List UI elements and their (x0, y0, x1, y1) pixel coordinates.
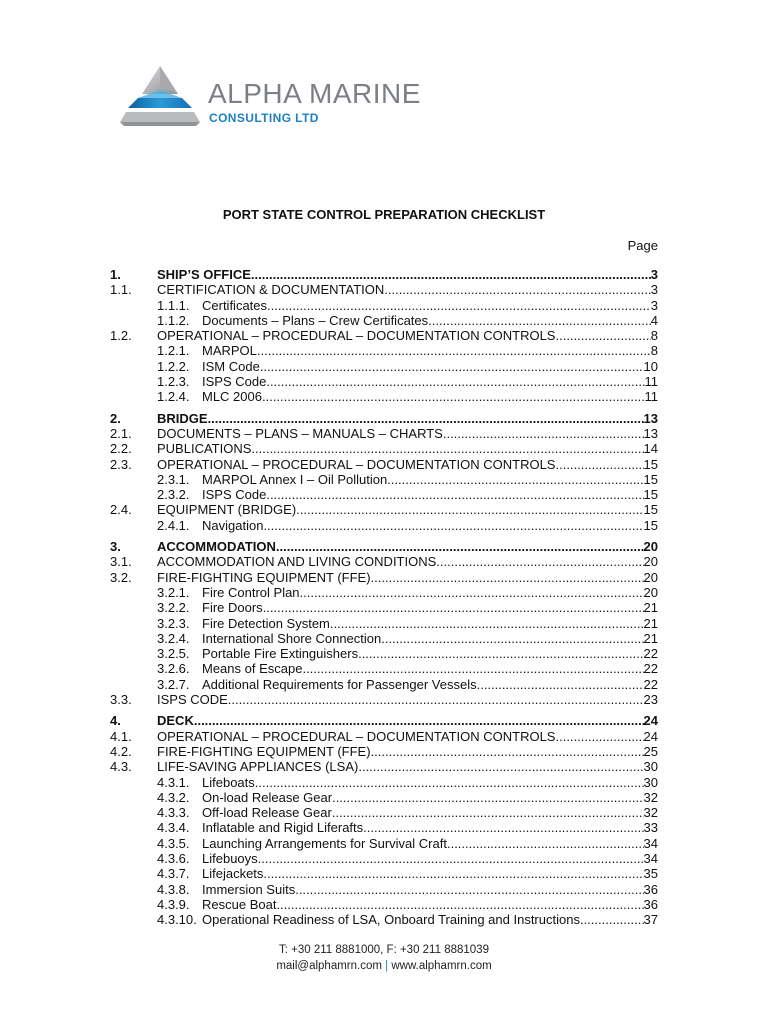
toc-entry[interactable] (110, 518, 658, 533)
toc-entry-page: 34 (643, 850, 658, 866)
toc-entry[interactable] (110, 539, 658, 554)
toc-entry-title: MARPOL Annex I – Oil Pollution (202, 471, 388, 487)
toc-entry-line (157, 441, 658, 456)
toc-entry-page: 33 (643, 820, 658, 836)
toc-entry-line (202, 343, 658, 358)
footer-email-link[interactable]: mail@alphamrn.com (276, 960, 382, 972)
dot-leader (384, 282, 651, 297)
dot-leader (263, 866, 643, 881)
toc-entry-title: OPERATIONAL – PROCEDURAL – DOCUMENTATION CONTROLS (157, 728, 556, 744)
dot-leader (330, 616, 644, 631)
toc-entry-line (202, 790, 658, 805)
toc-entry-number: 1.2.2. (157, 358, 190, 374)
page-column-header: Page (627, 238, 658, 253)
toc-entry-title: FIRE-FIGHTING EQUIPMENT (FFE) (157, 569, 371, 585)
toc-entry-title: ISPS Code (202, 487, 267, 503)
company-logo (118, 64, 448, 134)
toc-entry-line (157, 692, 658, 707)
toc-entry-page: 15 (643, 502, 658, 518)
toc-entry-number: 1. (110, 267, 121, 282)
toc-entry-number: 4. (110, 713, 121, 729)
toc-entry-page: 21 (643, 615, 658, 631)
toc-entry-title: Operational Readiness of LSA, Onboard Training and Instructions (202, 912, 580, 928)
toc-entry-page: 14 (643, 441, 658, 457)
toc-entry[interactable] (110, 585, 658, 600)
toc-entry-number: 4.3.3. (157, 805, 190, 821)
toc-entry-line (202, 359, 658, 374)
dot-leader (371, 744, 644, 759)
toc-entry[interactable] (110, 661, 658, 676)
dot-leader (208, 411, 644, 426)
toc-entry-page: 10 (643, 358, 658, 374)
toc-entry[interactable] (110, 744, 658, 759)
toc-entry-number: 4.3. (110, 759, 132, 775)
toc-entry[interactable] (110, 729, 658, 744)
toc-entry-number: 2.3.2. (157, 487, 190, 503)
toc-entry-title: ACCOMMODATION AND LIVING CONDITIONS (157, 554, 437, 570)
toc-entry-line (157, 554, 658, 569)
toc-entry-number: 4.3.6. (157, 850, 190, 866)
toc-entry[interactable] (110, 570, 658, 585)
toc-entry[interactable] (110, 502, 658, 517)
page-footer (0, 942, 768, 974)
toc-entry-line (202, 298, 658, 313)
toc-entry-number: 2.2. (110, 441, 132, 457)
toc-entry[interactable] (110, 457, 658, 472)
toc-entry-number: 4.3.8. (157, 881, 190, 897)
toc-entry-page: 8 (650, 328, 658, 344)
toc-entry-page: 34 (643, 835, 658, 851)
dot-leader (255, 775, 644, 790)
toc-entry-title: Launching Arrangements for Survival Craft (202, 835, 447, 851)
toc-entry-line (202, 487, 658, 502)
toc-entry-page: 3 (650, 297, 658, 313)
toc-entry-title: MLC 2006 (202, 389, 262, 405)
dot-leader (251, 267, 651, 282)
dot-leader (258, 851, 644, 866)
toc-entry-title: Off-load Release Gear (202, 805, 332, 821)
toc-entry-page: 30 (643, 759, 658, 775)
toc-entry-page: 11 (644, 389, 658, 405)
toc-entry-line (202, 805, 658, 820)
toc-entry-page: 37 (643, 912, 658, 928)
toc-entry-number: 3.1. (110, 554, 132, 570)
toc-entry-title: Fire Doors (202, 600, 263, 616)
toc-entry[interactable] (110, 328, 658, 343)
dot-leader (276, 897, 643, 912)
dot-leader (371, 570, 644, 585)
toc-entry-number: 4.3.1. (157, 774, 190, 790)
toc-entry-title: ISPS CODE (157, 692, 228, 708)
dot-leader (276, 539, 644, 554)
toc-entry-line (157, 328, 658, 343)
document-title: PORT STATE CONTROL PREPARATION CHECKLIST (222, 207, 546, 222)
toc-entry[interactable] (110, 426, 658, 441)
toc-entry-page: 21 (643, 600, 658, 616)
toc-entry-line (157, 457, 658, 472)
toc-entry-number: 2.4. (110, 502, 132, 518)
toc-entry-number: 1.2. (110, 328, 132, 344)
toc-entry[interactable] (110, 677, 658, 692)
toc-entry[interactable] (110, 472, 658, 487)
dot-leader (302, 661, 643, 676)
toc-entry-page: 32 (643, 805, 658, 821)
toc-entry-number: 2.3.1. (157, 471, 190, 487)
toc-entry-title: Inflatable and Rigid Liferafts (202, 820, 364, 836)
toc-entry-line (202, 389, 658, 404)
toc-entry-line (157, 411, 658, 426)
dot-leader (555, 729, 643, 744)
toc-entry[interactable] (110, 359, 658, 374)
toc-entry-page: 32 (643, 789, 658, 805)
toc-entry[interactable] (110, 851, 658, 866)
toc-entry-page: 20 (643, 539, 658, 555)
toc-entry-line (157, 570, 658, 585)
toc-entry[interactable] (110, 759, 658, 774)
toc-entry-page: 30 (643, 774, 658, 790)
toc-entry-page: 15 (643, 456, 658, 472)
toc-entry-number: 4.3.7. (157, 866, 190, 882)
toc-entry-title: EQUIPMENT (BRIDGE) (157, 502, 297, 518)
toc-entry-line (157, 729, 658, 744)
toc-entry-number: 4.3.4. (157, 820, 190, 836)
dot-leader (580, 912, 644, 927)
dot-leader (381, 631, 643, 646)
dot-leader (332, 805, 644, 820)
toc-entry-line (202, 775, 658, 790)
toc-entry[interactable] (110, 692, 658, 707)
toc-entry-line (202, 585, 658, 600)
toc-entry-title: On-load Release Gear (202, 789, 333, 805)
toc-entry-number: 2.1. (110, 425, 132, 441)
toc-entry[interactable] (110, 411, 658, 426)
toc-entry-page: 15 (643, 517, 658, 533)
toc-entry-page: 21 (643, 630, 658, 646)
toc-entry-page: 36 (643, 881, 658, 897)
toc-entry-title: Portable Fire Extinguishers (202, 646, 359, 662)
toc-entry-page: 8 (650, 343, 658, 359)
toc-entry-number: 3.3. (110, 692, 132, 708)
dot-leader (387, 472, 643, 487)
footer-separator: | (385, 960, 389, 972)
dot-leader (194, 713, 644, 728)
toc-entry-page: 24 (643, 728, 658, 744)
toc-entry-page: 20 (643, 584, 658, 600)
toc-entry-title: SHIP’S OFFICE (157, 267, 251, 282)
toc-entry-number: 4.3.2. (157, 789, 190, 805)
toc-entry[interactable] (110, 866, 658, 881)
toc-entry-line (202, 851, 658, 866)
toc-entry-title: Rescue Boat (202, 896, 277, 912)
toc-entry-page: 36 (643, 896, 658, 912)
toc-entry[interactable] (110, 267, 658, 282)
toc-entry-line (157, 713, 658, 728)
toc-entry[interactable] (110, 600, 658, 615)
toc-entry-title: Lifejackets (202, 866, 264, 882)
company-subtitle: CONSULTING LTD (209, 111, 319, 125)
toc-entry[interactable] (110, 836, 658, 851)
dot-leader (228, 692, 644, 707)
dot-leader (263, 518, 643, 533)
toc-entry-number: 1.2.1. (157, 343, 190, 359)
toc-entry-title: Lifebuoys (202, 850, 258, 866)
table-of-contents (110, 267, 658, 927)
toc-entry-line (157, 759, 658, 774)
toc-entry-number: 3.2.3. (157, 615, 190, 631)
toc-entry-page: 13 (643, 410, 658, 426)
toc-entry-number: 2.3. (110, 456, 132, 472)
toc-entry-title: Additional Requirements for Passenger Vessels (202, 676, 477, 692)
toc-entry-title: Lifeboats (202, 774, 255, 790)
toc-entry[interactable] (110, 487, 658, 502)
toc-entry-number: 1.1.1. (157, 297, 190, 313)
toc-entry-title: Certificates (202, 297, 268, 313)
toc-entry-line (157, 502, 658, 517)
toc-entry-line (202, 313, 658, 328)
toc-entry-line (202, 631, 658, 646)
toc-entry-number: 1.1. (110, 282, 132, 298)
dot-leader (363, 820, 643, 835)
toc-entry-number: 4.2. (110, 743, 132, 759)
dot-leader (358, 646, 643, 661)
toc-entry-page: 35 (643, 866, 658, 882)
toc-entry-page: 20 (643, 569, 658, 585)
dot-leader (555, 457, 643, 472)
toc-entry-page: 4 (650, 312, 658, 328)
toc-entry[interactable] (110, 713, 658, 728)
toc-entry-number: 2.4.1. (157, 517, 190, 533)
toc-entry-line (157, 539, 658, 554)
toc-entry-title: Documents – Plans – Crew Certificates (202, 312, 429, 328)
company-name: ALPHA MARINE (208, 78, 421, 109)
toc-entry[interactable] (110, 912, 658, 927)
toc-entry[interactable] (110, 805, 658, 820)
toc-entry-page: 22 (643, 661, 658, 677)
toc-entry-title: CERTIFICATION & DOCUMENTATION (157, 282, 385, 298)
toc-entry-number: 3. (110, 539, 121, 555)
toc-entry-page: 24 (643, 713, 658, 729)
toc-entry-line (157, 744, 658, 759)
toc-entry-title: OPERATIONAL – PROCEDURAL – DOCUMENTATION CONTROLS (157, 456, 556, 472)
toc-entry-page: 3 (650, 282, 658, 298)
dot-leader (266, 487, 643, 502)
dot-leader (555, 328, 650, 343)
toc-entry-title: OPERATIONAL – PROCEDURAL – DOCUMENTATION CONTROLS (157, 328, 556, 344)
toc-entry-line (157, 426, 658, 441)
dot-leader (332, 790, 643, 805)
toc-entry-line (202, 912, 658, 927)
toc-entry[interactable] (110, 897, 658, 912)
toc-entry-title: ISM Code (202, 358, 260, 374)
toc-entry-line (202, 616, 658, 631)
toc-entry-title: Means of Escape (202, 661, 303, 677)
toc-entry-line (202, 836, 658, 851)
toc-entry-number: 1.2.4. (157, 389, 190, 405)
dot-leader (295, 882, 643, 897)
toc-entry-title: DOCUMENTS – PLANS – MANUALS – CHARTS (157, 425, 443, 441)
toc-entry-line (202, 897, 658, 912)
toc-entry[interactable] (110, 775, 658, 790)
toc-entry-line (202, 661, 658, 676)
toc-entry-title: Navigation (202, 517, 264, 533)
toc-entry-page: 23 (643, 692, 658, 708)
toc-entry-number: 1.2.3. (157, 374, 190, 390)
toc-entry-number: 4.3.10. (157, 912, 197, 928)
toc-entry-title: Immersion Suits (202, 881, 296, 897)
toc-entry-page: 15 (643, 471, 658, 487)
toc-entry-page: 13 (643, 425, 658, 441)
footer-website-link[interactable]: www.alphamrn.com (391, 960, 492, 972)
toc-entry[interactable] (110, 343, 658, 358)
toc-entry-number: 4.3.5. (157, 835, 190, 851)
dot-leader (447, 836, 644, 851)
footer-phone-line: T: +30 211 8881000, F: +30 211 8881039 (279, 944, 489, 956)
toc-entry-title: DECK (157, 713, 194, 729)
toc-entry-line (202, 472, 658, 487)
toc-entry-line (202, 882, 658, 897)
toc-entry-title: ACCOMMODATION (157, 539, 276, 555)
dot-leader (436, 554, 643, 569)
toc-entry-title: ISPS Code (202, 374, 267, 390)
footer-contact-line (0, 958, 768, 974)
toc-entry-page: 15 (643, 487, 658, 503)
toc-entry[interactable] (110, 298, 658, 313)
toc-entry-title: LIFE-SAVING APPLIANCES (LSA) (157, 759, 359, 775)
toc-entry[interactable] (110, 790, 658, 805)
toc-entry-page: 11 (644, 374, 658, 390)
toc-entry-title: BRIDGE (157, 410, 208, 426)
dot-leader (251, 441, 643, 456)
toc-entry-page: 3 (650, 267, 658, 282)
dot-leader (267, 298, 651, 313)
toc-entry-title: MARPOL (202, 343, 257, 359)
toc-entry-line (157, 282, 658, 297)
triangle-logo-icon (118, 64, 202, 128)
toc-entry[interactable] (110, 389, 658, 404)
toc-entry-title: International Shore Connection (202, 630, 382, 646)
toc-entry-number: 3.2.4. (157, 630, 190, 646)
toc-entry-title: FIRE-FIGHTING EQUIPMENT (FFE) (157, 743, 371, 759)
toc-entry[interactable] (110, 616, 658, 631)
toc-entry-title: Fire Control Plan (202, 584, 300, 600)
toc-entry[interactable] (110, 313, 658, 328)
toc-entry-number: 2. (110, 410, 121, 426)
dot-leader (260, 359, 644, 374)
toc-entry-line (202, 600, 658, 615)
toc-entry-page: 22 (643, 646, 658, 662)
toc-entry-number: 1.1.2. (157, 312, 190, 328)
toc-entry-title: Fire Detection System (202, 615, 330, 631)
toc-entry[interactable] (110, 820, 658, 835)
toc-entry-line (202, 374, 658, 389)
toc-entry-number: 3.2.2. (157, 600, 190, 616)
toc-entry-number: 3.2.7. (157, 676, 190, 692)
toc-entry-line (202, 866, 658, 881)
dot-leader (263, 600, 644, 615)
toc-entry-line (202, 820, 658, 835)
toc-entry-page: 25 (643, 743, 658, 759)
toc-entry[interactable] (110, 282, 658, 297)
toc-entry-number: 4.3.9. (157, 896, 190, 912)
toc-entry-page: 20 (643, 554, 658, 570)
toc-entry[interactable] (110, 374, 658, 389)
toc-entry[interactable] (110, 646, 658, 661)
toc-entry-number: 3.2.5. (157, 646, 190, 662)
toc-entry-page: 22 (643, 676, 658, 692)
toc-entry-number: 3.2.1. (157, 584, 190, 600)
dot-leader (443, 426, 644, 441)
toc-entry[interactable] (110, 631, 658, 646)
dot-leader (296, 502, 643, 517)
toc-entry-line (202, 677, 658, 692)
dot-leader (262, 389, 645, 404)
dot-leader (266, 374, 644, 389)
toc-entry-number: 3.2. (110, 569, 132, 585)
dot-leader (428, 313, 651, 328)
toc-entry-number: 4.1. (110, 728, 132, 744)
dot-leader (477, 677, 644, 692)
toc-entry-title: PUBLICATIONS (157, 441, 252, 457)
dot-leader (300, 585, 644, 600)
toc-entry[interactable] (110, 441, 658, 456)
toc-entry-line (157, 267, 658, 282)
toc-entry-line (202, 646, 658, 661)
toc-entry-number: 3.2.6. (157, 661, 190, 677)
dot-leader (257, 343, 651, 358)
toc-entry[interactable] (110, 882, 658, 897)
toc-entry[interactable] (110, 554, 658, 569)
toc-entry-line (202, 518, 658, 533)
dot-leader (358, 759, 643, 774)
